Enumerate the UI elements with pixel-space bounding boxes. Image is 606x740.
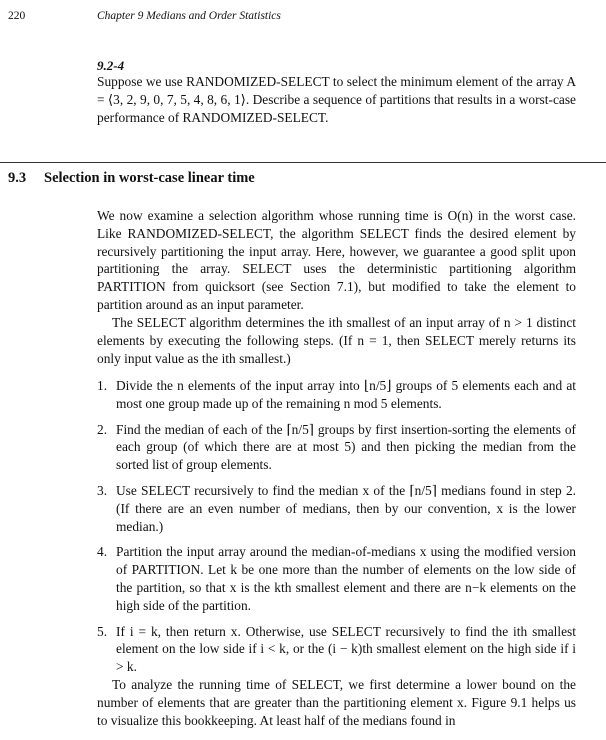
section-divider	[0, 162, 606, 163]
paragraph-intro: We now examine a selection algorithm whose running time is O(n) in the worst case. Like RANDOMIZED-SELECT, the algorithm SELECT finds the desired element by recursively partitioning the input array. Here, however, we guarantee a good split upon partitioning the array. SELECT uses the deterministic partitioning algorithm PARTITION from quicksort (see Section 7.1), but modified to take the element to partition around as an input parameter.	[97, 208, 576, 312]
list-item	[97, 623, 576, 676]
step-number: 1.	[97, 378, 108, 393]
page-number: 220	[8, 10, 26, 22]
step-number: 4.	[97, 544, 108, 560]
step-number: 3.	[97, 482, 108, 498]
running-header: Chapter 9 Medians and Order Statistics	[97, 10, 281, 22]
paragraph-select-steps	[97, 314, 576, 367]
step-text: Use SELECT recursively to find the median x of the ⌈n/5⌉ medians found in step 2. (If there are an even number of medians, then by our convention, x is the lower median.)	[116, 482, 576, 534]
section-title: Selection in worst-case linear time	[44, 170, 255, 186]
section-number: 9.3	[8, 170, 27, 186]
paragraph-analysis-text: To analyze the running time of SELECT, we first determine a lower bound on the number of elements that are greater than the partitioning element x. Figure 9.1 helps us to visualize this bookkeeping. At least half of the medians found in	[97, 677, 576, 728]
step-text: Find the median of each of the ⌈n/5⌉ groups by first insertion-sorting the elements of each group (of which there are at most 5) and then picking the median from the sorted list of group elements.	[116, 421, 576, 473]
algorithm-steps	[97, 377, 576, 684]
paragraph-analysis	[97, 676, 576, 729]
list-item	[97, 543, 576, 614]
step-number: 5.	[97, 623, 108, 639]
exercise-number: 9.2-4	[97, 58, 125, 73]
paragraph-select-steps-text: The SELECT algorithm determines the ith smallest of an input array of n > 1 distinct elements by executing the following steps. (If n = 1, then SELECT merely returns its only input value as the ith smallest.)	[97, 315, 576, 366]
list-item	[97, 482, 576, 535]
list-item	[97, 377, 576, 413]
step-text: If i = k, then return x. Otherwise, use SELECT recursively to find the ith smallest element on the low side if i < k, or the (i − k)th smallest element on the high side if i > k.	[116, 623, 576, 675]
list-item	[97, 421, 576, 474]
step-number: 2.	[97, 421, 108, 437]
step-text: Divide the n elements of the input array into ⌊n/5⌋ groups of 5 elements each and at most one group made up of the remaining n mod 5 elements.	[116, 378, 576, 411]
step-text: Partition the input array around the median-of-medians x using the modified version of PARTITION. Let k be one more than the number of elements on the low side of the partition, so that x is the kth smallest element and there are n−k elements on the high side of the partition.	[116, 544, 576, 613]
exercise-text: Suppose we use RANDOMIZED-SELECT to select the minimum element of the array A = ⟨3, 2, 9, 0, 7, 5, 4, 8, 6, 1⟩. Describe a sequence of partitions that results in a worst-case performance of RANDOMIZED-SELECT.	[97, 74, 576, 125]
